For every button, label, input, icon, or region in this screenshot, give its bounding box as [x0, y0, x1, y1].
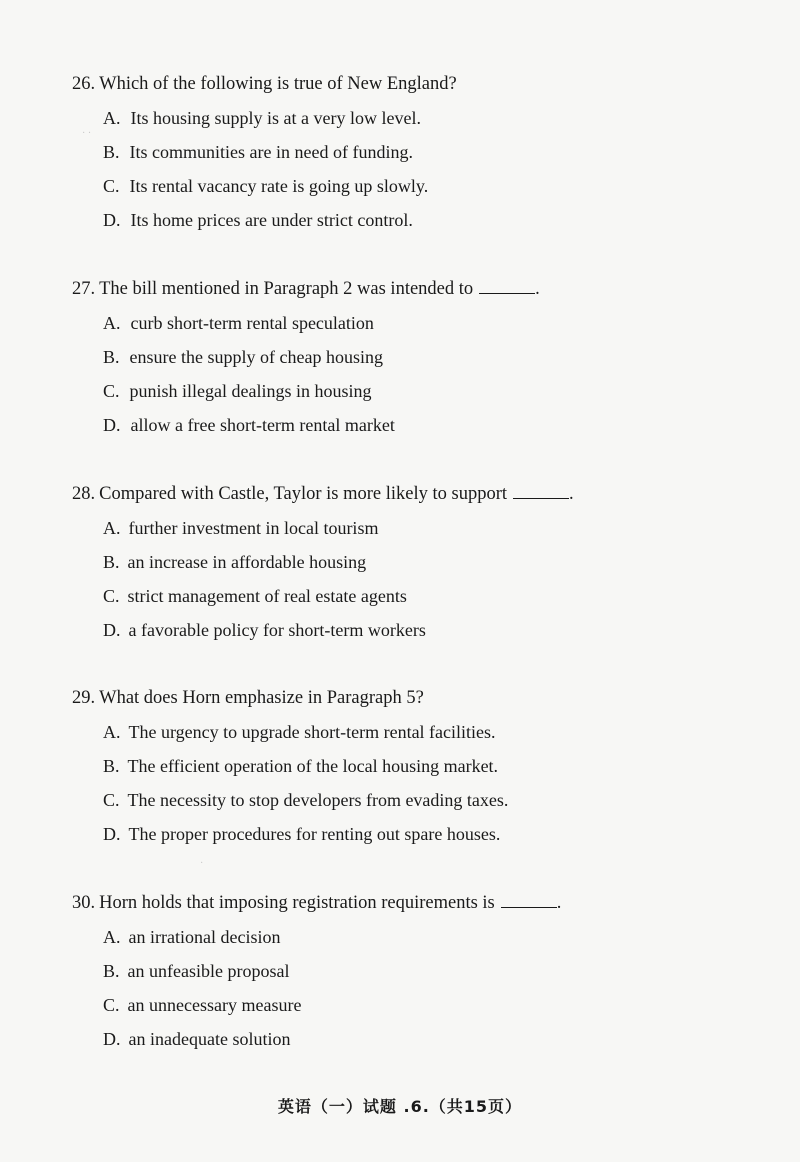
- question-number: 28.: [72, 484, 96, 504]
- option-text: The necessity to stop developers from evading taxes.: [127, 790, 509, 810]
- option-b: [103, 754, 752, 778]
- question-text: What does Horn emphasize in Paragraph 5?: [99, 688, 424, 708]
- option-letter: A.: [103, 108, 121, 128]
- option-letter: B.: [103, 756, 120, 776]
- option-text: The urgency to upgrade short-term rental facilities.: [128, 722, 496, 742]
- option-b: [103, 140, 752, 164]
- option-letter: C.: [103, 586, 120, 606]
- option-d: [103, 413, 752, 437]
- option-text: an inadequate solution: [128, 1029, 291, 1049]
- option-b: [103, 550, 752, 574]
- question-30: [72, 891, 752, 1051]
- option-d: [103, 618, 752, 642]
- option-text: Its communities are in need of funding.: [129, 142, 413, 162]
- question-stem: [72, 72, 752, 96]
- option-a: [103, 720, 752, 744]
- option-letter: D.: [103, 415, 121, 435]
- option-text: a favorable policy for short-term workers: [128, 620, 426, 640]
- option-letter: D.: [103, 210, 121, 230]
- option-c: [103, 788, 752, 812]
- question-text: Which of the following is true of New England?: [99, 74, 457, 94]
- answer-blank: [479, 279, 535, 294]
- answer-blank: [501, 893, 557, 908]
- option-d: [103, 822, 752, 846]
- question-stem: 28. Compared with Castle, Taylor is more likely to support .: [72, 484, 574, 504]
- option-text: allow a free short-term rental market: [130, 415, 395, 435]
- option-b: [103, 345, 752, 369]
- question-number: 26.: [72, 74, 96, 94]
- question-number: 29.: [72, 688, 96, 708]
- option-c: [103, 174, 752, 198]
- scan-speck: ·: [200, 858, 204, 869]
- option-c: [103, 379, 752, 403]
- question-29: [72, 686, 752, 846]
- option-letter: A.: [103, 313, 121, 333]
- option-letter: D.: [103, 620, 121, 640]
- answer-blank: [513, 484, 569, 499]
- question-stem: [72, 686, 752, 710]
- option-a: [103, 516, 752, 540]
- option-letter: C.: [103, 381, 120, 401]
- option-b: [103, 959, 752, 983]
- question-27: [72, 277, 752, 437]
- option-text: Its rental vacancy rate is going up slowly.: [129, 176, 429, 196]
- option-text: Its housing supply is at a very low level.: [130, 108, 421, 128]
- scan-speck: · ·: [82, 128, 92, 139]
- option-letter: B.: [103, 347, 120, 367]
- question-text: The bill mentioned in Paragraph 2 was intended to: [99, 279, 474, 299]
- option-text: The proper procedures for renting out spare houses.: [128, 824, 501, 844]
- option-d: [103, 208, 752, 232]
- option-c: [103, 993, 752, 1017]
- question-text: Horn holds that imposing registration requirements is: [99, 893, 495, 913]
- option-letter: A.: [103, 722, 121, 742]
- option-text: Its home prices are under strict control.: [130, 210, 413, 230]
- option-letter: C.: [103, 790, 120, 810]
- page-footer: 英语（一）试题 .6.（共15页）: [277, 1097, 523, 1116]
- question-number: 27.: [72, 279, 96, 299]
- option-letter: B.: [103, 961, 120, 981]
- question-28: [72, 482, 752, 642]
- question-text: Compared with Castle, Taylor is more likely to support: [99, 484, 508, 504]
- question-26: [72, 72, 752, 232]
- option-letter: C.: [103, 176, 120, 196]
- option-text: curb short-term rental speculation: [130, 313, 374, 333]
- option-text: an irrational decision: [128, 927, 281, 947]
- option-text: an increase in affordable housing: [127, 552, 367, 572]
- option-text: punish illegal dealings in housing: [129, 381, 372, 401]
- option-text: an unnecessary measure: [127, 995, 302, 1015]
- option-text: further investment in local tourism: [128, 518, 379, 538]
- option-letter: B.: [103, 142, 120, 162]
- option-c: [103, 584, 752, 608]
- option-letter: C.: [103, 995, 120, 1015]
- option-letter: D.: [103, 824, 121, 844]
- option-letter: B.: [103, 552, 120, 572]
- option-text: The efficient operation of the local housing market.: [127, 756, 499, 776]
- option-a: [103, 311, 752, 335]
- option-a: [103, 925, 752, 949]
- option-text: an unfeasible proposal: [127, 961, 290, 981]
- option-letter: A.: [103, 927, 121, 947]
- question-stem: 30. Horn holds that imposing registration requirements is .: [72, 893, 562, 913]
- question-number: 30.: [72, 893, 96, 913]
- option-a: [103, 106, 752, 130]
- question-stem: 27. The bill mentioned in Paragraph 2 was intended to .: [72, 279, 540, 299]
- option-d: [103, 1027, 752, 1051]
- option-letter: A.: [103, 518, 121, 538]
- option-text: ensure the supply of cheap housing: [129, 347, 383, 367]
- option-letter: D.: [103, 1029, 121, 1049]
- option-text: strict management of real estate agents: [127, 586, 407, 606]
